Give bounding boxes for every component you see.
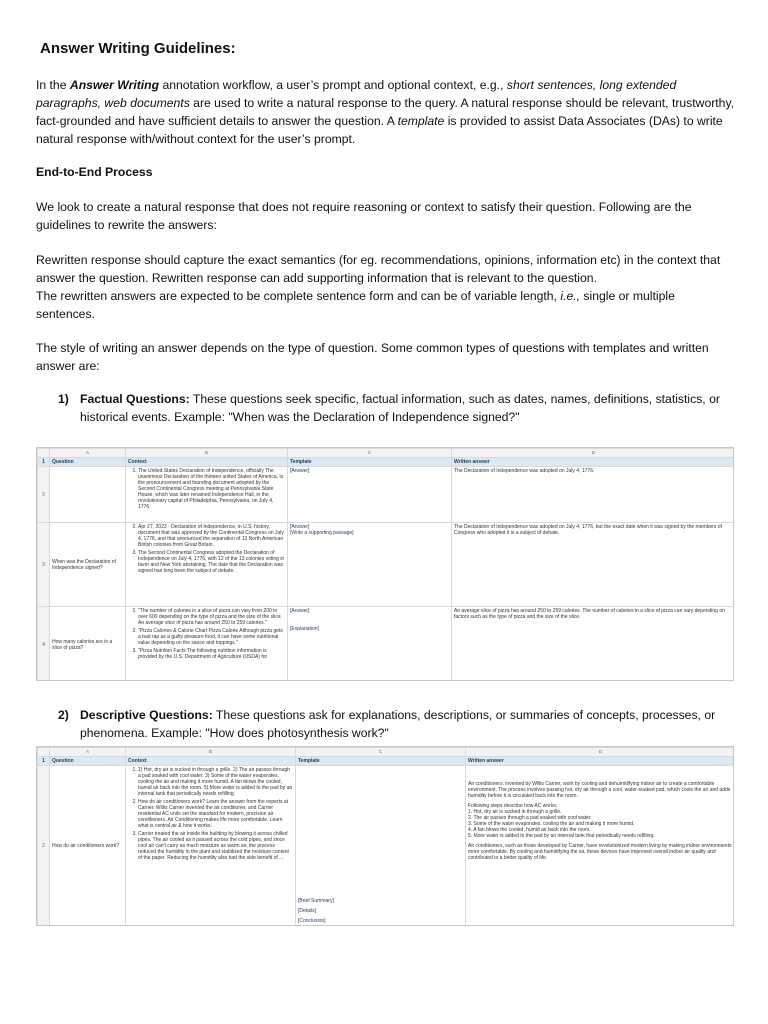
column-letter: B — [126, 748, 296, 757]
header-cell: Template — [296, 757, 466, 766]
row-number: 2 — [38, 766, 50, 926]
table-row — [38, 607, 735, 682]
header-cell: Written answer — [466, 757, 735, 766]
descriptive-questions-item — [58, 706, 726, 742]
intro-text: In the — [36, 78, 70, 92]
row-number: 1 — [38, 757, 50, 766]
column-letter: B — [126, 449, 288, 458]
row-number: 3 — [38, 523, 50, 607]
context-item: 1. The United States Declaration of Independence, officially The unanimous Declaration of the thirteen united States of America, is the pronouncement and founding document adopted by the Second Continental Congress meeting at Pennsylvania State House, which was later renamed Independence Hall, in the revolutionary capital of Philadelphia, Pennsylvania, on July 4, 1776. — [138, 468, 285, 510]
context-item: 2. "Pizza Calories & Calorie Chart Pizza Calorie Although pizza gets a bad rap as a guilty pleasure food, it can have some nutritional value depending on the sauce and toppings." — [138, 628, 285, 646]
intro-italic-examples: short sentences, long extended paragraphs, web documents — [36, 78, 677, 110]
header-cell: Context — [126, 757, 296, 766]
intro-text: are used to write a natural response to the query. A natural response should be relevant, trustworthy, fact-grounded and have sufficient details to answer the question. A — [36, 96, 735, 128]
form-text: The rewritten answers are expected to be complete sentence form and can be of variable length, — [36, 289, 561, 303]
column-letter: A — [50, 449, 126, 458]
context-item: 2. How do air conditioners work? Learn the answer from the experts at Carrier. Willis Carrier invented the air conditioner, and Carrier residential AC units set the standard for modern, precision air conditioners. Air Conditioning makes life more comfortable. Learn what is central air & how it works. — [138, 799, 293, 829]
answer-step: 3. Some of the water evaporates, cooling the air and making it more humid. — [468, 821, 635, 827]
template-cell: [Answer] — [288, 467, 452, 523]
corner-cell — [38, 449, 50, 458]
context-item: 3. The Second Continental Congress adopted the Declaration of Independence on July 4, 1776, with 12 of the 13 colonies voting in favor and New York abstaining. The date that the Declaration was signed has long been the subject of debate. — [138, 550, 285, 574]
answer-step: 2. The air passes through a pad soaked with cool water. — [468, 815, 592, 821]
form-paragraph — [36, 287, 736, 323]
header-cell: Context — [126, 458, 288, 467]
column-letter: C — [288, 449, 452, 458]
table-row — [38, 766, 735, 926]
table-row — [38, 467, 735, 523]
table-row — [38, 523, 735, 607]
template-answer: [Answer] — [290, 524, 310, 530]
form-ie: i.e., — [560, 289, 581, 303]
context-cell — [126, 766, 296, 926]
form-text: single or multiple sentences. — [36, 289, 675, 321]
context-item: 1. "The number of calories in a slice of pizza can vary from 200 to over 600 depending on the type of pizza and the size of the slice. An average slice of pizza has around 250 to 259 calories." — [138, 608, 285, 626]
semantics-paragraph: Rewritten response should capture the exact semantics (for eg. recommendations, opinions, information etc) in the context that answer the question. Rewritten response can add supporting information that is relevant to the question. — [36, 253, 721, 285]
answer-step: 1. Hot, dry air is sucked in through a grille. — [468, 809, 562, 815]
header-cell: Question — [50, 458, 126, 467]
question-cell: How many calories are in a slice of pizza? — [50, 607, 126, 682]
answer-steps-intro: Following steps describe how AC works: — [468, 803, 558, 809]
context-item: 2. Apr 27, 2023 · Declaration of Independence, in U.S. history, document that was approved by the Continental Congress on July 4, 1776, and that announced the separation of 13 North American British colonies from Great Britain. — [138, 524, 285, 548]
template-cell — [288, 607, 452, 682]
question-type-desc: These questions ask for explanations, descriptions, or summaries of concepts, processes, or phenomena. Example: "How does photosynthesis work?" — [80, 708, 716, 740]
answer-step: 4. A fan blows the cooled, humid air back into the room. — [468, 827, 591, 833]
template-brief: [Brief Summary] — [298, 898, 334, 904]
template-support: [Write a supporting passage] — [290, 530, 354, 536]
template-answer: [Answer] — [290, 608, 310, 614]
answer-step: 5. More water is added to the pad by an internal tank that periodically needs refilling. — [468, 833, 655, 839]
question-type-desc: These questions seek specific, factual information, such as dates, names, definitions, statistics, or historical events. Example: "When was the Declaration of Independence signed?" — [80, 392, 720, 424]
intro-paragraph — [36, 76, 736, 148]
intro-bold-term: Answer Writing — [69, 78, 160, 92]
factual-spreadsheet — [36, 447, 734, 681]
context-item: 3. "Pizza Nutrition Facts The following nutrition information is provided by the U.S. Department of Agriculture (USDA) for — [138, 648, 285, 660]
intro-text: is provided to assist Data Associates (DAs) to write natural response with/without context for the user’s prompt. — [36, 114, 723, 146]
page-title: Answer Writing Guidelines: — [40, 40, 236, 57]
header-cell: Written answer — [452, 458, 735, 467]
context-cell — [126, 523, 288, 607]
row-number: 2 — [38, 467, 50, 523]
answer-conclusion: Air conditioners, such as those developed by Carrier, have revolutionized modern living by making indoor environments more comfortable. By cooling and humidifying the air, these devices have improved overall indoor air quality and contributed to a better quality of life. — [468, 843, 732, 861]
context-cell — [126, 467, 288, 523]
descriptive-spreadsheet — [36, 746, 734, 926]
template-explanation: [Explanation] — [290, 626, 319, 632]
column-letter: C — [296, 748, 466, 757]
intro-text: annotation workflow, a user’s prompt and optional context, e.g., — [159, 78, 507, 92]
question-cell — [50, 467, 126, 523]
row-number: 4 — [38, 607, 50, 682]
answer-cell — [466, 766, 735, 926]
style-paragraph: The style of writing an answer depends on the type of question. Some common types of questions with templates and written answer are: — [36, 341, 709, 373]
column-letter: D — [466, 748, 735, 757]
answer-cell: The Declaration of Independence was adopted on July 4, 1776, but the exact date when it was signed by the members of Congress who adopted it is a subject of debate. — [452, 523, 735, 607]
header-cell: Template — [288, 458, 452, 467]
column-letter: A — [50, 748, 126, 757]
answer-cell: The Declaration of Independence was adopted on July 4, 1776. — [452, 467, 735, 523]
factual-questions-item — [58, 390, 726, 426]
template-cell — [288, 523, 452, 607]
context-item: 1. 1) Hot, dry air is sucked in through a grille. 2) The air passes through a pad soaked with cool water. 3) Some of the water evaporates, cooling the air and making it more humid. A fan blows the cooled, humid air back into the room. 5) More water is added to the pad by an internal tank that periodically needs refilling. — [138, 767, 293, 797]
header-cell: Question — [50, 757, 126, 766]
goal-paragraph: We look to create a natural response that does not require reasoning or context to satisfy their question. Following are the guidelines to rewrite the answers: — [36, 200, 692, 232]
template-conclusion: [Conclusion] — [298, 918, 326, 924]
context-item: 3. Carrier treated the air inside the building by blowing it across chilled pipes. The air cooled as it passed across the cold pipes, and since cool air can't carry as much moisture as warm air, the process reduced the humidity in the plant and stabilized the moisture content of the paper. Reducing the humidity also had the side benefit of ... — [138, 831, 293, 861]
list-number: 2) — [58, 708, 69, 722]
answer-cell: An average slice of pizza has around 250 to 259 calories. The number of calories in a slice of pizza can vary depending on factors such as the type of pizza and the size of the slice. — [452, 607, 735, 682]
row-number: 1 — [38, 458, 50, 467]
template-cell — [296, 766, 466, 926]
question-type-name: Factual Questions: — [80, 392, 190, 406]
context-cell — [126, 607, 288, 682]
process-heading: End-to-End Process — [36, 165, 153, 179]
question-cell: How do air conditioners work? — [50, 766, 126, 926]
corner-cell — [38, 748, 50, 757]
question-cell: When was the Declaration of Independence signed? — [50, 523, 126, 607]
template-details: [Details] — [298, 908, 317, 914]
column-letter: D — [452, 449, 735, 458]
list-number: 1) — [58, 392, 69, 406]
answer-summary: Air conditioners, invented by Willis Carrier, work by cooling and dehumidifying indoor air to create a comfortable environment. The process involves passing hot, dry air through a cool, water-soaked pad, which cools the air and adds humidity before it is circulated back into the room. — [468, 781, 731, 799]
intro-italic-template: template — [397, 114, 445, 128]
question-type-name: Descriptive Questions: — [80, 708, 213, 722]
